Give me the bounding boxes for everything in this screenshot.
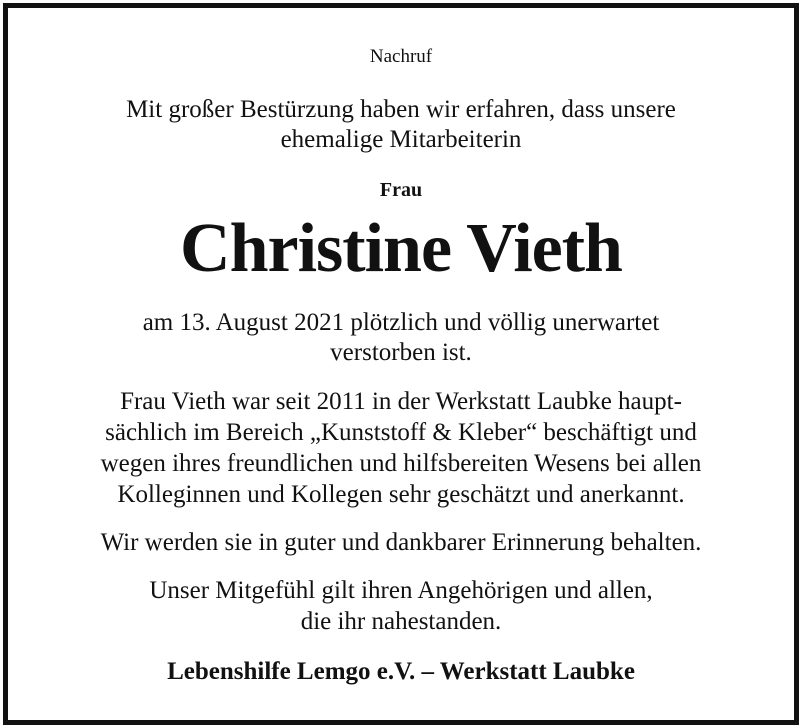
intro-line-2: ehemalige Mitarbeiterin [280,126,522,153]
deceased-name: Christine Vieth [180,210,622,287]
death-line-2: verstorben ist. [330,339,472,366]
tribute-line-2: sächlich im Bereich „Kunststoff & Kleber“ beschäftigt und [105,419,697,446]
tribute-line-4: Kolleginnen und Kollegen sehr geschätzt und anerkannt. [117,481,685,508]
memory-line: Wir werden sie in guter und dankbarer Erinnerung behalten. [100,529,702,556]
death-line-1: am 13. August 2021 plötzlich und völlig unerwartet [142,309,660,336]
obituary-frame [3,3,799,725]
salutation: Frau [379,179,423,201]
tribute-line-3: wegen ihres freundlichen und hilfsbereiten Wesens bei allen [100,450,702,477]
intro-line-1: Mit großer Bestürzung haben wir erfahren, dass unsere [126,96,676,123]
sympathy-line-2: die ihr nahestanden. [300,608,502,635]
notice-heading: Nachruf [369,46,433,67]
tribute-line-1: Frau Vieth war seit 2011 in der Werkstatt Laubke haupt- [120,388,682,415]
sympathy-line-1: Unser Mitgefühl gilt ihren Angehörigen und allen, [149,577,653,604]
organization-signature: Lebenshilfe Lemgo e.V. – Werkstatt Laubke [167,658,635,685]
